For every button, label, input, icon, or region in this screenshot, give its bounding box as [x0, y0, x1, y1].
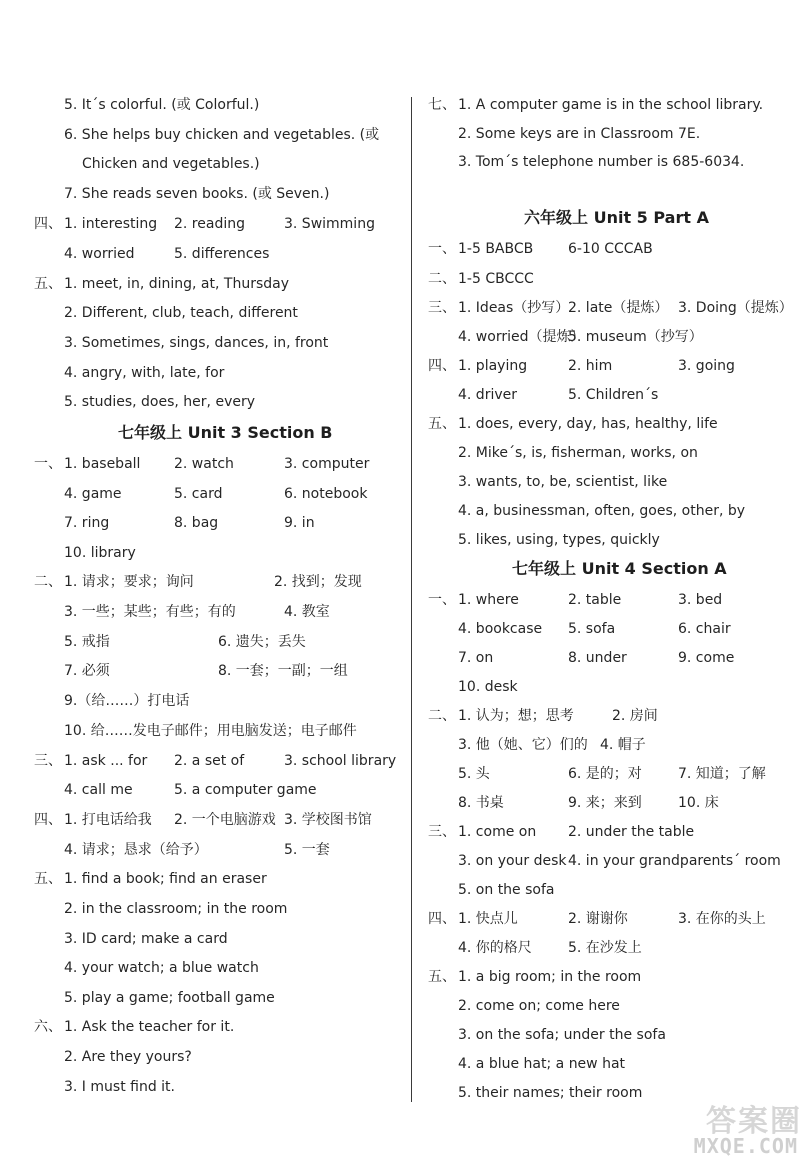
answer-cell: 2. him — [568, 358, 613, 374]
answer-cell: 5. card — [174, 486, 223, 502]
answer-cell: 5. a computer game — [174, 782, 317, 798]
answer-cell: 4. in your grandparents´ room — [568, 853, 781, 869]
answer-cell: 5. 在沙发上 — [568, 940, 642, 956]
answer-cell: 9. in — [284, 515, 315, 531]
answer-cell: 6. notebook — [284, 486, 368, 502]
answer-cell: 1. Ideas（抄写） — [458, 300, 570, 316]
answer-cell: 4. call me — [64, 782, 133, 798]
answer-cell: 2. reading — [174, 216, 245, 232]
answer-cell: 3. bed — [678, 592, 723, 608]
watermark-text: 答案圈 — [706, 1104, 802, 1139]
answer-cell: 2. a set of — [174, 753, 245, 769]
answer-cell: 8. 一套；一副；一组 — [218, 663, 348, 679]
section-marker: 四、 — [428, 911, 456, 927]
answer-cell: 3. going — [678, 358, 735, 374]
answer-line: 2. in the classroom; in the room — [64, 901, 288, 917]
section-marker: 三、 — [428, 824, 456, 840]
answer-line: 1. Ask the teacher for it. — [64, 1019, 235, 1035]
answer-line: 3. I must find it. — [64, 1079, 175, 1095]
answer-line: 6. She helps buy chicken and vegetables. (或 — [64, 127, 380, 143]
answer-cell: 10. 床 — [678, 795, 719, 811]
answer-cell: 6. chair — [678, 621, 731, 637]
section-marker: 四、 — [34, 812, 62, 828]
answer-cell: 1. baseball — [64, 456, 141, 472]
answer-line: 5. their names; their room — [458, 1085, 643, 1101]
answer-cell: 2. table — [568, 592, 622, 608]
answer-cell: 3. Doing（提炼） — [678, 300, 793, 316]
answer-cell: 2. 找到；发现 — [274, 574, 362, 590]
section-heading: 七年级上 Unit 4 Section A — [512, 559, 727, 578]
answer-line: 2. Mike´s, is, fisherman, works, on — [458, 445, 698, 461]
answer-cell: 6. 是的；对 — [568, 766, 642, 782]
answer-line: 2. Are they yours? — [64, 1049, 192, 1065]
answer-cell: 4. worried — [64, 246, 135, 262]
answer-cell: 2. 一个电脑游戏 — [174, 812, 276, 828]
answer-cell: 2. late（提炼） — [568, 300, 669, 316]
section-marker: 四、 — [428, 358, 456, 374]
answer-line: 3. Tom´s telephone number is 685-6034. — [458, 154, 745, 170]
answer-cell: 8. bag — [174, 515, 219, 531]
answer-cell: 2. under the table — [568, 824, 695, 840]
answer-cell: 3. school library — [284, 753, 397, 769]
answer-cell: 4. worried（提炼） — [458, 329, 585, 345]
section-marker: 一、 — [428, 592, 456, 608]
answer-cell: 1. come on — [458, 824, 537, 840]
answer-cell: 4. driver — [458, 387, 517, 403]
answer-line: 4. your watch; a blue watch — [64, 960, 259, 976]
answer-line: 7. She reads seven books. (或 Seven.) — [64, 186, 330, 202]
answer-cell: 3. Swimming — [284, 216, 375, 232]
answer-cell: 7. 必须 — [64, 663, 110, 679]
answer-line: 1. A computer game is in the school library. — [458, 97, 764, 113]
answer-line: 4. angry, with, late, for — [64, 365, 225, 381]
section-marker: 五、 — [34, 871, 62, 887]
answer-cell: 4. 帽子 — [600, 737, 646, 753]
answer-cell: 4. 请求；恳求（给予） — [64, 842, 208, 858]
answer-line: 5. on the sofa — [458, 882, 555, 898]
answer-cell: 2. 房间 — [612, 708, 658, 724]
answer-line: 2. come on; come here — [458, 998, 620, 1014]
answer-cell: 4. 你的格尺 — [458, 940, 532, 956]
answer-cell: 8. 书桌 — [458, 795, 504, 811]
answer-cell: 9. 来；来到 — [568, 795, 642, 811]
answer-cell: 5. sofa — [568, 621, 616, 637]
answer-cell: 5. Children´s — [568, 387, 659, 403]
answer-line: 10. library — [64, 545, 136, 561]
answer-cell: 6-10 CCCAB — [568, 241, 653, 257]
answer-cell: 2. 谢谢你 — [568, 911, 628, 927]
watermark-url: MXQE.COM — [693, 1134, 798, 1158]
answer-line: 3. on the sofa; under the sofa — [458, 1027, 666, 1043]
answer-line: 3. wants, to, be, scientist, like — [458, 474, 668, 490]
answer-cell: 4. 教室 — [284, 604, 330, 620]
section-marker: 七、 — [428, 97, 456, 113]
answer-line: 1. a big room; in the room — [458, 969, 642, 985]
answer-line: 5. likes, using, types, quickly — [458, 532, 660, 548]
answer-cell: 5. differences — [174, 246, 270, 262]
section-marker: 五、 — [428, 969, 456, 985]
answer-cell: 7. 知道；了解 — [678, 766, 766, 782]
section-marker: 四、 — [34, 216, 62, 232]
answer-line: 1. does, every, day, has, healthy, life — [458, 416, 718, 432]
answer-cell: 1. 请求；要求；询问 — [64, 574, 194, 590]
answer-cell: 3. computer — [284, 456, 370, 472]
answer-cell: 1-5 BABCB — [458, 241, 534, 257]
answer-cell: 3. 学校图书馆 — [284, 812, 372, 828]
answer-line: 2. Different, club, teach, different — [64, 305, 298, 321]
answer-line: 4. a, businessman, often, goes, other, by — [458, 503, 746, 519]
column-divider — [411, 97, 412, 1102]
answer-line: 3. ID card; make a card — [64, 931, 228, 947]
answer-line: 1. find a book; find an eraser — [64, 871, 267, 887]
answer-cell: 1. interesting — [64, 216, 158, 232]
answer-line: 5. It´s colorful. (或 Colorful.) — [64, 97, 260, 113]
section-marker: 一、 — [34, 456, 62, 472]
answer-cell: 1. 打电话给我 — [64, 812, 152, 828]
answer-cell: 5. 头 — [458, 766, 490, 782]
section-marker: 三、 — [428, 300, 456, 316]
section-marker: 二、 — [428, 271, 456, 287]
section-marker: 二、 — [34, 574, 62, 590]
answer-cell: 2. watch — [174, 456, 234, 472]
answer-line: 1-5 CBCCC — [458, 271, 534, 287]
answer-cell: 5. 一套 — [284, 842, 330, 858]
answer-line: 9.（给……）打电话 — [64, 693, 190, 709]
section-marker: 五、 — [34, 276, 62, 292]
section-heading: 六年级上 Unit 5 Part A — [524, 208, 709, 227]
answer-cell: 3. on your desk — [458, 853, 567, 869]
answer-cell: 1. ask ... for — [64, 753, 148, 769]
answer-line: 5. play a game; football game — [64, 990, 275, 1006]
answer-cell: 3. 一些；某些；有些；有的 — [64, 604, 236, 620]
answer-cell: 4. bookcase — [458, 621, 543, 637]
answer-cell: 9. come — [678, 650, 735, 666]
answer-line: Chicken and vegetables.) — [82, 156, 260, 172]
answer-cell: 5. museum（抄写） — [568, 329, 703, 345]
answer-cell: 1. 快点儿 — [458, 911, 518, 927]
answer-cell: 6. 遗失；丢失 — [218, 634, 306, 650]
answer-cell: 5. 戒指 — [64, 634, 110, 650]
answer-line: 3. Sometimes, sings, dances, in, front — [64, 335, 329, 351]
watermark-logo — [662, 1096, 802, 1158]
answer-cell: 1. playing — [458, 358, 528, 374]
section-marker: 六、 — [34, 1019, 62, 1035]
answer-cell: 7. on — [458, 650, 494, 666]
answer-cell: 4. game — [64, 486, 122, 502]
section-marker: 一、 — [428, 241, 456, 257]
section-marker: 五、 — [428, 416, 456, 432]
answer-cell: 1. where — [458, 592, 519, 608]
answer-cell: 3. 在你的头上 — [678, 911, 766, 927]
answer-cell: 1. 认为；想；思考 — [458, 708, 574, 724]
section-heading: 七年级上 Unit 3 Section B — [118, 423, 333, 442]
answer-cell: 3. 他（她、它）们的 — [458, 737, 588, 753]
answer-cell: 7. ring — [64, 515, 110, 531]
section-marker: 二、 — [428, 708, 456, 724]
answer-line: 1. meet, in, dining, at, Thursday — [64, 276, 289, 292]
answer-line: 4. a blue hat; a new hat — [458, 1056, 626, 1072]
answer-line: 5. studies, does, her, every — [64, 394, 256, 410]
answer-cell: 8. under — [568, 650, 627, 666]
answer-line: 10. desk — [458, 679, 518, 695]
answer-line: 10. 给……发电子邮件；用电脑发送；电子邮件 — [64, 723, 357, 739]
section-marker: 三、 — [34, 753, 62, 769]
answer-line: 2. Some keys are in Classroom 7E. — [458, 126, 701, 142]
